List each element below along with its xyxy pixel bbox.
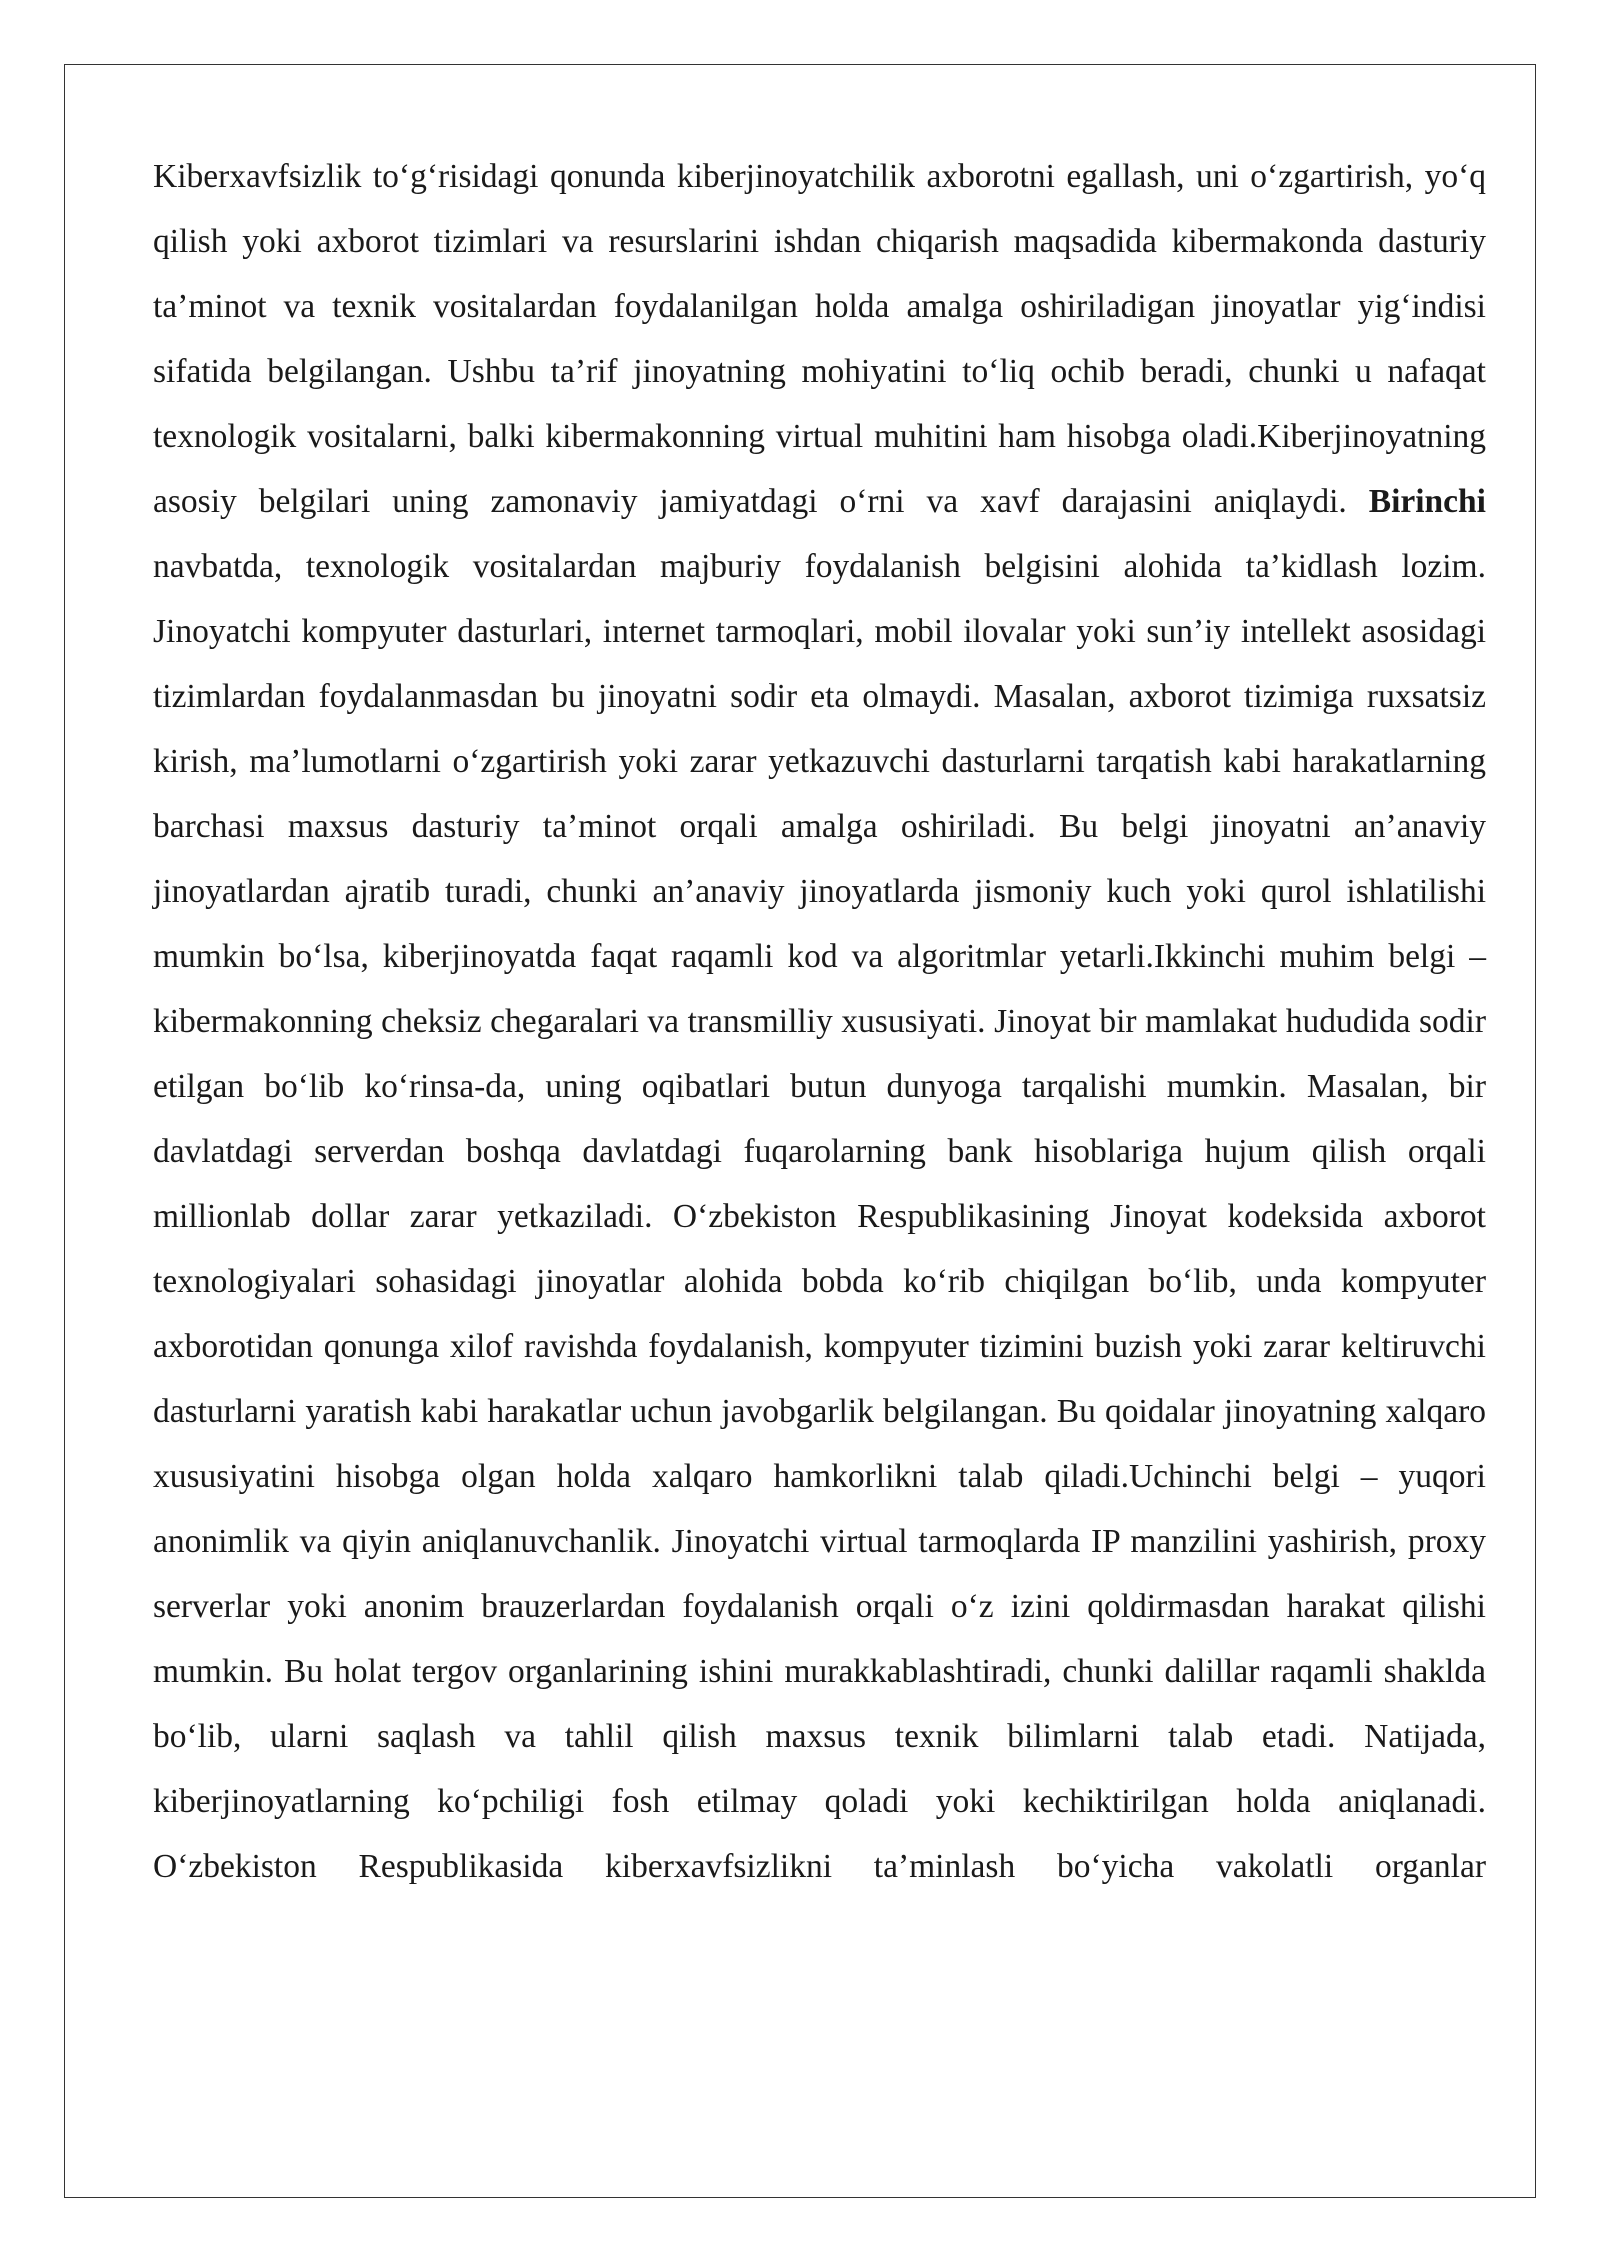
bold-emphasis: Birinchi [1368,483,1486,520]
paragraph-text-part1: Kiberxavfsizlik to‘g‘risidagi qonunda kiberjinoyatchilik axborotni egallash, uni o‘zgartirish, yo‘q qilish yoki axborot tizimlari va resurslarini ishdan chiqarish maqsadida kibermakonda dasturiy ta’minot va texnik vositalardan foydalanilgan holda amalga oshiriladigan jinoyatlar yig‘indisi sifatida belgilangan. Ushbu ta’rif jinoyatning mohiyatini to‘liq ochib beradi, chunki u nafaqat texnologik vositalarni, balki kibermakonning virtual muhitini ham hisobga oladi.Kiberjinoyatning asosiy belgilari uning zamonaviy jamiyatdagi o‘rni va xavf darajasini aniqlaydi. [153,158,1486,520]
paragraph-text-part2: navbatda, texnologik vositalardan majburiy foydalanish belgisini alohida ta’kidlash lozim. Jinoyatchi kompyuter dasturlari, internet tarmoqlari, mobil ilovalar yoki sun’iy intellekt asosidagi tizimlardan foydalanmasdan bu jinoyatni sodir eta olmaydi. Masalan, axborot tizimiga ruxsatsiz kirish, ma’lumotlarni o‘zgartirish yoki zarar yetkazuvchi dasturlarni tarqatish kabi harakatlarning barchasi maxsus dasturiy ta’minot orqali amalga oshiriladi. Bu belgi jinoyatni an’anaviy jinoyatlardan ajratib turadi, chunki an’anaviy jinoyatlarda jismoniy kuch yoki qurol ishlatilishi mumkin bo‘lsa, kiberjinoyatda faqat raqamli kod va algoritmlar yetarli.Ikkinchi muhim belgi – kibermakonning cheksiz chegaralari va transmilliy xususiyati. Jinoyat bir mamlakat hududida sodir etilgan bo‘lib ko‘rinsa-da, uning oqibatlari butun dunyoga tarqalishi mumkin. Masalan, bir davlatdagi serverdan boshqa davlatdagi fuqarolarning bank hisoblariga hujum qilish orqali millionlab dollar zarar yetkaziladi. O‘zbekiston Respublikasining Jinoyat kodeksida axborot texnologiyalari sohasidagi jinoyatlar alohida bobda ko‘rib chiqilgan bo‘lib, unda kompyuter axborotidan qonunga xilof ravishda foydalanish, kompyuter tizimini buzish yoki zarar keltiruvchi dasturlarni yaratish kabi harakatlar uchun javobgarlik belgilangan. Bu qoidalar jinoyatning xalqaro xususiyatini hisobga olgan holda xalqaro hamkorlikni talab qiladi.Uchinchi belgi – yuqori anonimlik va qiyin aniqlanuvchanlik. Jinoyatchi virtual tarmoqlarda IP manzilini yashirish, proxy serverlar yoki anonim brauzerlardan foydalanish orqali o‘z izini qoldirmasdan harakat qilishi mumkin. Bu holat tergov organlarining ishini murakkablashtiradi, chunki dalillar raqamli shaklda bo‘lib, ularni saqlash va tahlil qilish maxsus texnik bilimlarni talab etadi. Natijada, kiberjinoyatlarning ko‘pchiligi fosh etilmay qoladi yoki kechiktirilgan holda aniqlanadi. O‘zbekiston Respublikasida kiberxavfsizlikni ta’minlash bo‘yicha vakolatli organlar [153,548,1486,1885]
body-paragraph [153,144,1486,1899]
